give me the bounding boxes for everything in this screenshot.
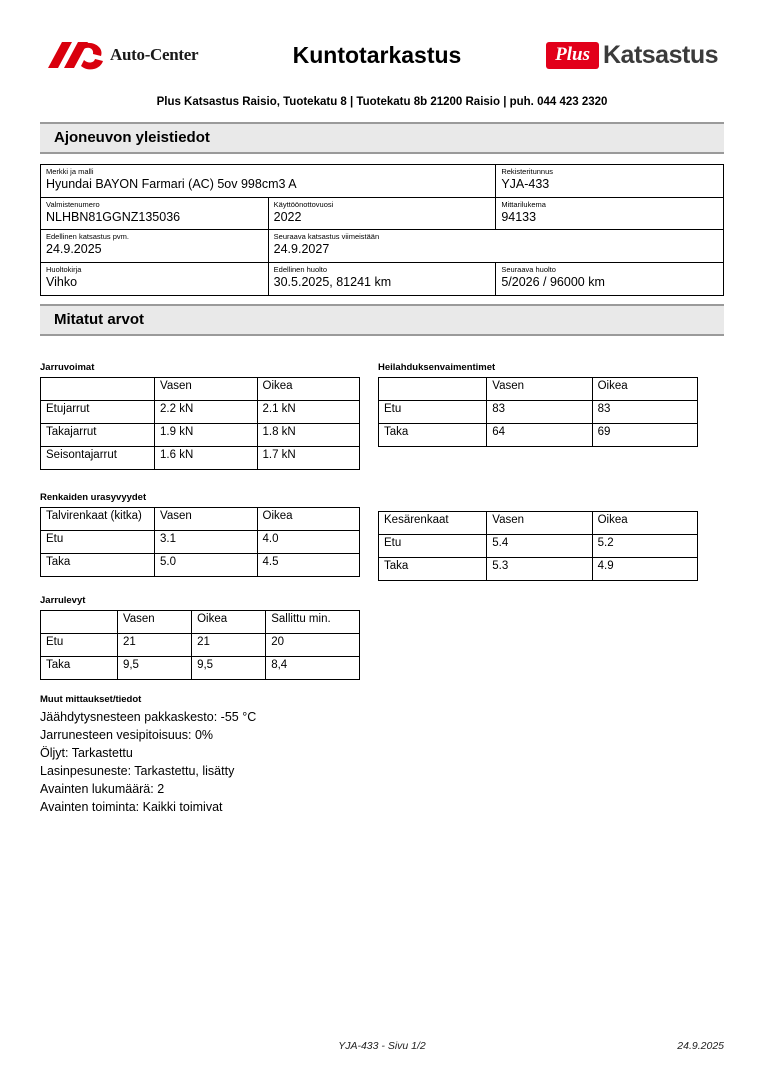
table-row	[41, 446, 360, 469]
caption-other-measurements: Muut mittaukset/tiedot	[40, 693, 142, 705]
row-label: Seisontajarrut	[41, 446, 155, 469]
label-year: Käyttöönottovuosi	[273, 199, 334, 209]
caption-tyre-grooves: Renkaiden urasyvyydet	[40, 491, 147, 503]
document-header	[40, 26, 724, 84]
header-cell: Vasen	[117, 610, 191, 633]
label-vin: Valmistenumero	[46, 199, 100, 209]
table-header-row	[41, 507, 360, 530]
brake-forces-block	[40, 362, 360, 470]
value-make-model: Hyundai BAYON Farmari (AC) 5ov 998cm3 A	[46, 177, 297, 191]
caption-brake-forces: Jarruvoimat	[40, 361, 95, 373]
row-label: Taka	[41, 553, 155, 576]
header-cell	[379, 377, 487, 400]
other-line: Öljyt: Tarkastettu	[40, 745, 133, 760]
row-label: Etu	[41, 633, 118, 656]
brake-discs-block	[40, 595, 724, 680]
table-row	[41, 553, 360, 576]
table-header-row	[41, 377, 360, 400]
table-header-row	[379, 511, 698, 534]
header-cell: Oikea	[592, 377, 697, 400]
label-make-model: Merkki ja malli	[46, 167, 94, 176]
cell-make-model	[41, 165, 496, 198]
cell-value: 9,5	[192, 656, 266, 679]
winter-tyres-table	[40, 507, 360, 577]
row-label: Etujarrut	[41, 400, 155, 423]
other-line: Jarrunesteen vesipitoisuus: 0%	[40, 727, 214, 742]
company-contact-line: Plus Katsastus Raisio, Tuotekatu 8 | Tuotekatu 8b 21200 Raisio | puh. 044 423 2320	[156, 96, 608, 108]
page-title: Kuntotarkastus	[292, 41, 462, 68]
header-cell: Vasen	[155, 377, 257, 400]
label-odometer: Mittarilukema	[501, 199, 546, 209]
ac-logo-icon	[46, 38, 104, 72]
other-line: Avainten lukumäärä: 2	[40, 782, 165, 796]
label-next-inspection: Seuraava katsastus viimeistään	[273, 232, 380, 242]
cell-value: 21	[117, 633, 191, 656]
brake-discs-table	[40, 610, 360, 680]
table-header-row	[41, 610, 360, 633]
footer-page-info: YJA-433 - Sivu 1/2	[338, 1040, 426, 1052]
label-service-book: Huoltokirja	[46, 264, 82, 274]
shock-absorbers-table	[378, 377, 698, 447]
cell-value: 1.8 kN	[257, 423, 360, 446]
header-cell: Oikea	[257, 507, 360, 530]
cell-value: 69	[592, 423, 697, 446]
cell-prev-inspection	[41, 230, 269, 263]
cell-value: 1.7 kN	[257, 446, 360, 469]
cell-next-inspection	[268, 230, 723, 263]
document-footer	[40, 1040, 724, 1052]
value-service-book: Vihko	[46, 274, 78, 289]
row-label: Etu	[379, 534, 487, 557]
winter-tyres-block	[40, 492, 360, 581]
header-cell: Talvirenkaat (kitka)	[41, 507, 155, 530]
cell-value: 4.5	[257, 553, 360, 576]
table-row	[41, 633, 360, 656]
table-row	[41, 423, 360, 446]
cell-value: 9,5	[117, 656, 191, 679]
summer-tyres-block	[378, 492, 698, 581]
cell-value: 8,4	[266, 656, 360, 679]
table-row	[41, 230, 724, 263]
cell-odometer	[496, 197, 724, 230]
value-odometer: 94133	[501, 209, 537, 224]
cell-next-service	[496, 262, 724, 295]
auto-center-wordmark: Auto-Center	[110, 45, 199, 64]
cell-value: 83	[487, 400, 592, 423]
header-cell: Vasen	[487, 511, 592, 534]
table-row	[379, 534, 698, 557]
header-cell: Oikea	[192, 610, 266, 633]
header-cell	[41, 610, 118, 633]
brake-forces-table	[40, 377, 360, 470]
section-header-measured: Mitatut arvot	[40, 304, 724, 336]
cell-value: 1.9 kN	[155, 423, 257, 446]
value-year: 2022	[273, 209, 302, 224]
plus-katsastus-logo	[488, 41, 718, 70]
value-vin: NLHBN81GGNZ135036	[46, 209, 181, 224]
caption-shock-absorbers: Heilahduksenvaimentimet	[378, 361, 496, 373]
header-cell: Oikea	[257, 377, 360, 400]
caption-brake-discs: Jarrulevyt	[40, 594, 86, 606]
plus-badge-icon: Plus	[546, 42, 599, 69]
row-label: Taka	[379, 423, 487, 446]
value-prev-inspection: 24.9.2025	[46, 242, 102, 257]
row-label: Taka	[379, 557, 487, 580]
other-line: Jäähdytysnesteen pakkaskesto: -55 °C	[40, 709, 257, 724]
value-registration: YJA-433	[501, 177, 550, 191]
table-row	[379, 423, 698, 446]
cell-registration	[496, 165, 724, 198]
cell-value: 1.6 kN	[155, 446, 257, 469]
label-next-service: Seuraava huolto	[501, 264, 556, 274]
table-row	[41, 530, 360, 553]
shock-absorbers-block	[378, 362, 698, 470]
row-label: Etu	[41, 530, 155, 553]
row-label: Taka	[41, 656, 118, 679]
label-prev-inspection: Edellinen katsastus pvm.	[46, 232, 129, 242]
summer-tyres-table	[378, 511, 698, 581]
cell-year	[268, 197, 496, 230]
cell-value: 64	[487, 423, 592, 446]
table-row	[379, 400, 698, 423]
other-line: Avainten toiminta: Kaikki toimivat	[40, 800, 223, 815]
section-header-general: Ajoneuvon yleistiedot	[40, 122, 724, 154]
value-next-inspection: 24.9.2027	[273, 242, 330, 257]
cell-value: 5.0	[155, 553, 257, 576]
cell-value: 83	[592, 400, 697, 423]
header-cell: Sallittu min.	[266, 610, 360, 633]
katsastus-wordmark: Katsastus	[603, 40, 718, 69]
cell-value: 5.3	[487, 557, 592, 580]
cell-value: 2.1 kN	[257, 400, 360, 423]
table-row	[41, 165, 724, 198]
header-cell: Kesärenkaat	[379, 511, 487, 534]
value-prev-service: 30.5.2025, 81241 km	[273, 274, 392, 289]
header-cell: Vasen	[487, 377, 592, 400]
header-cell: Vasen	[155, 507, 257, 530]
table-row	[41, 197, 724, 230]
cell-service-book	[41, 262, 269, 295]
cell-value: 21	[192, 633, 266, 656]
general-info-table	[40, 164, 724, 296]
auto-center-logo	[46, 38, 266, 72]
value-next-service: 5/2026 / 96000 km	[501, 274, 605, 289]
cell-prev-service	[268, 262, 496, 295]
label-registration: Rekisteritunnus	[501, 167, 554, 176]
table-row	[41, 262, 724, 295]
other-measurements-block	[40, 694, 724, 817]
header-cell: Oikea	[592, 511, 697, 534]
cell-vin	[41, 197, 269, 230]
cell-value: 20	[266, 633, 360, 656]
table-header-row	[379, 377, 698, 400]
row-label: Etu	[379, 400, 487, 423]
measurements-area	[40, 362, 724, 817]
table-row	[41, 656, 360, 679]
cell-value: 2.2 kN	[155, 400, 257, 423]
other-line: Lasinpesuneste: Tarkastettu, lisätty	[40, 763, 235, 778]
footer-date: 24.9.2025	[677, 1040, 724, 1052]
row-label: Takajarrut	[41, 423, 155, 446]
cell-value: 5.4	[487, 534, 592, 557]
cell-value: 4.9	[592, 557, 697, 580]
cell-value: 5.2	[592, 534, 697, 557]
table-row	[379, 557, 698, 580]
label-prev-service: Edellinen huolto	[273, 264, 328, 274]
table-row	[41, 400, 360, 423]
cell-value: 3.1	[155, 530, 257, 553]
header-cell	[41, 377, 155, 400]
cell-value: 4.0	[257, 530, 360, 553]
